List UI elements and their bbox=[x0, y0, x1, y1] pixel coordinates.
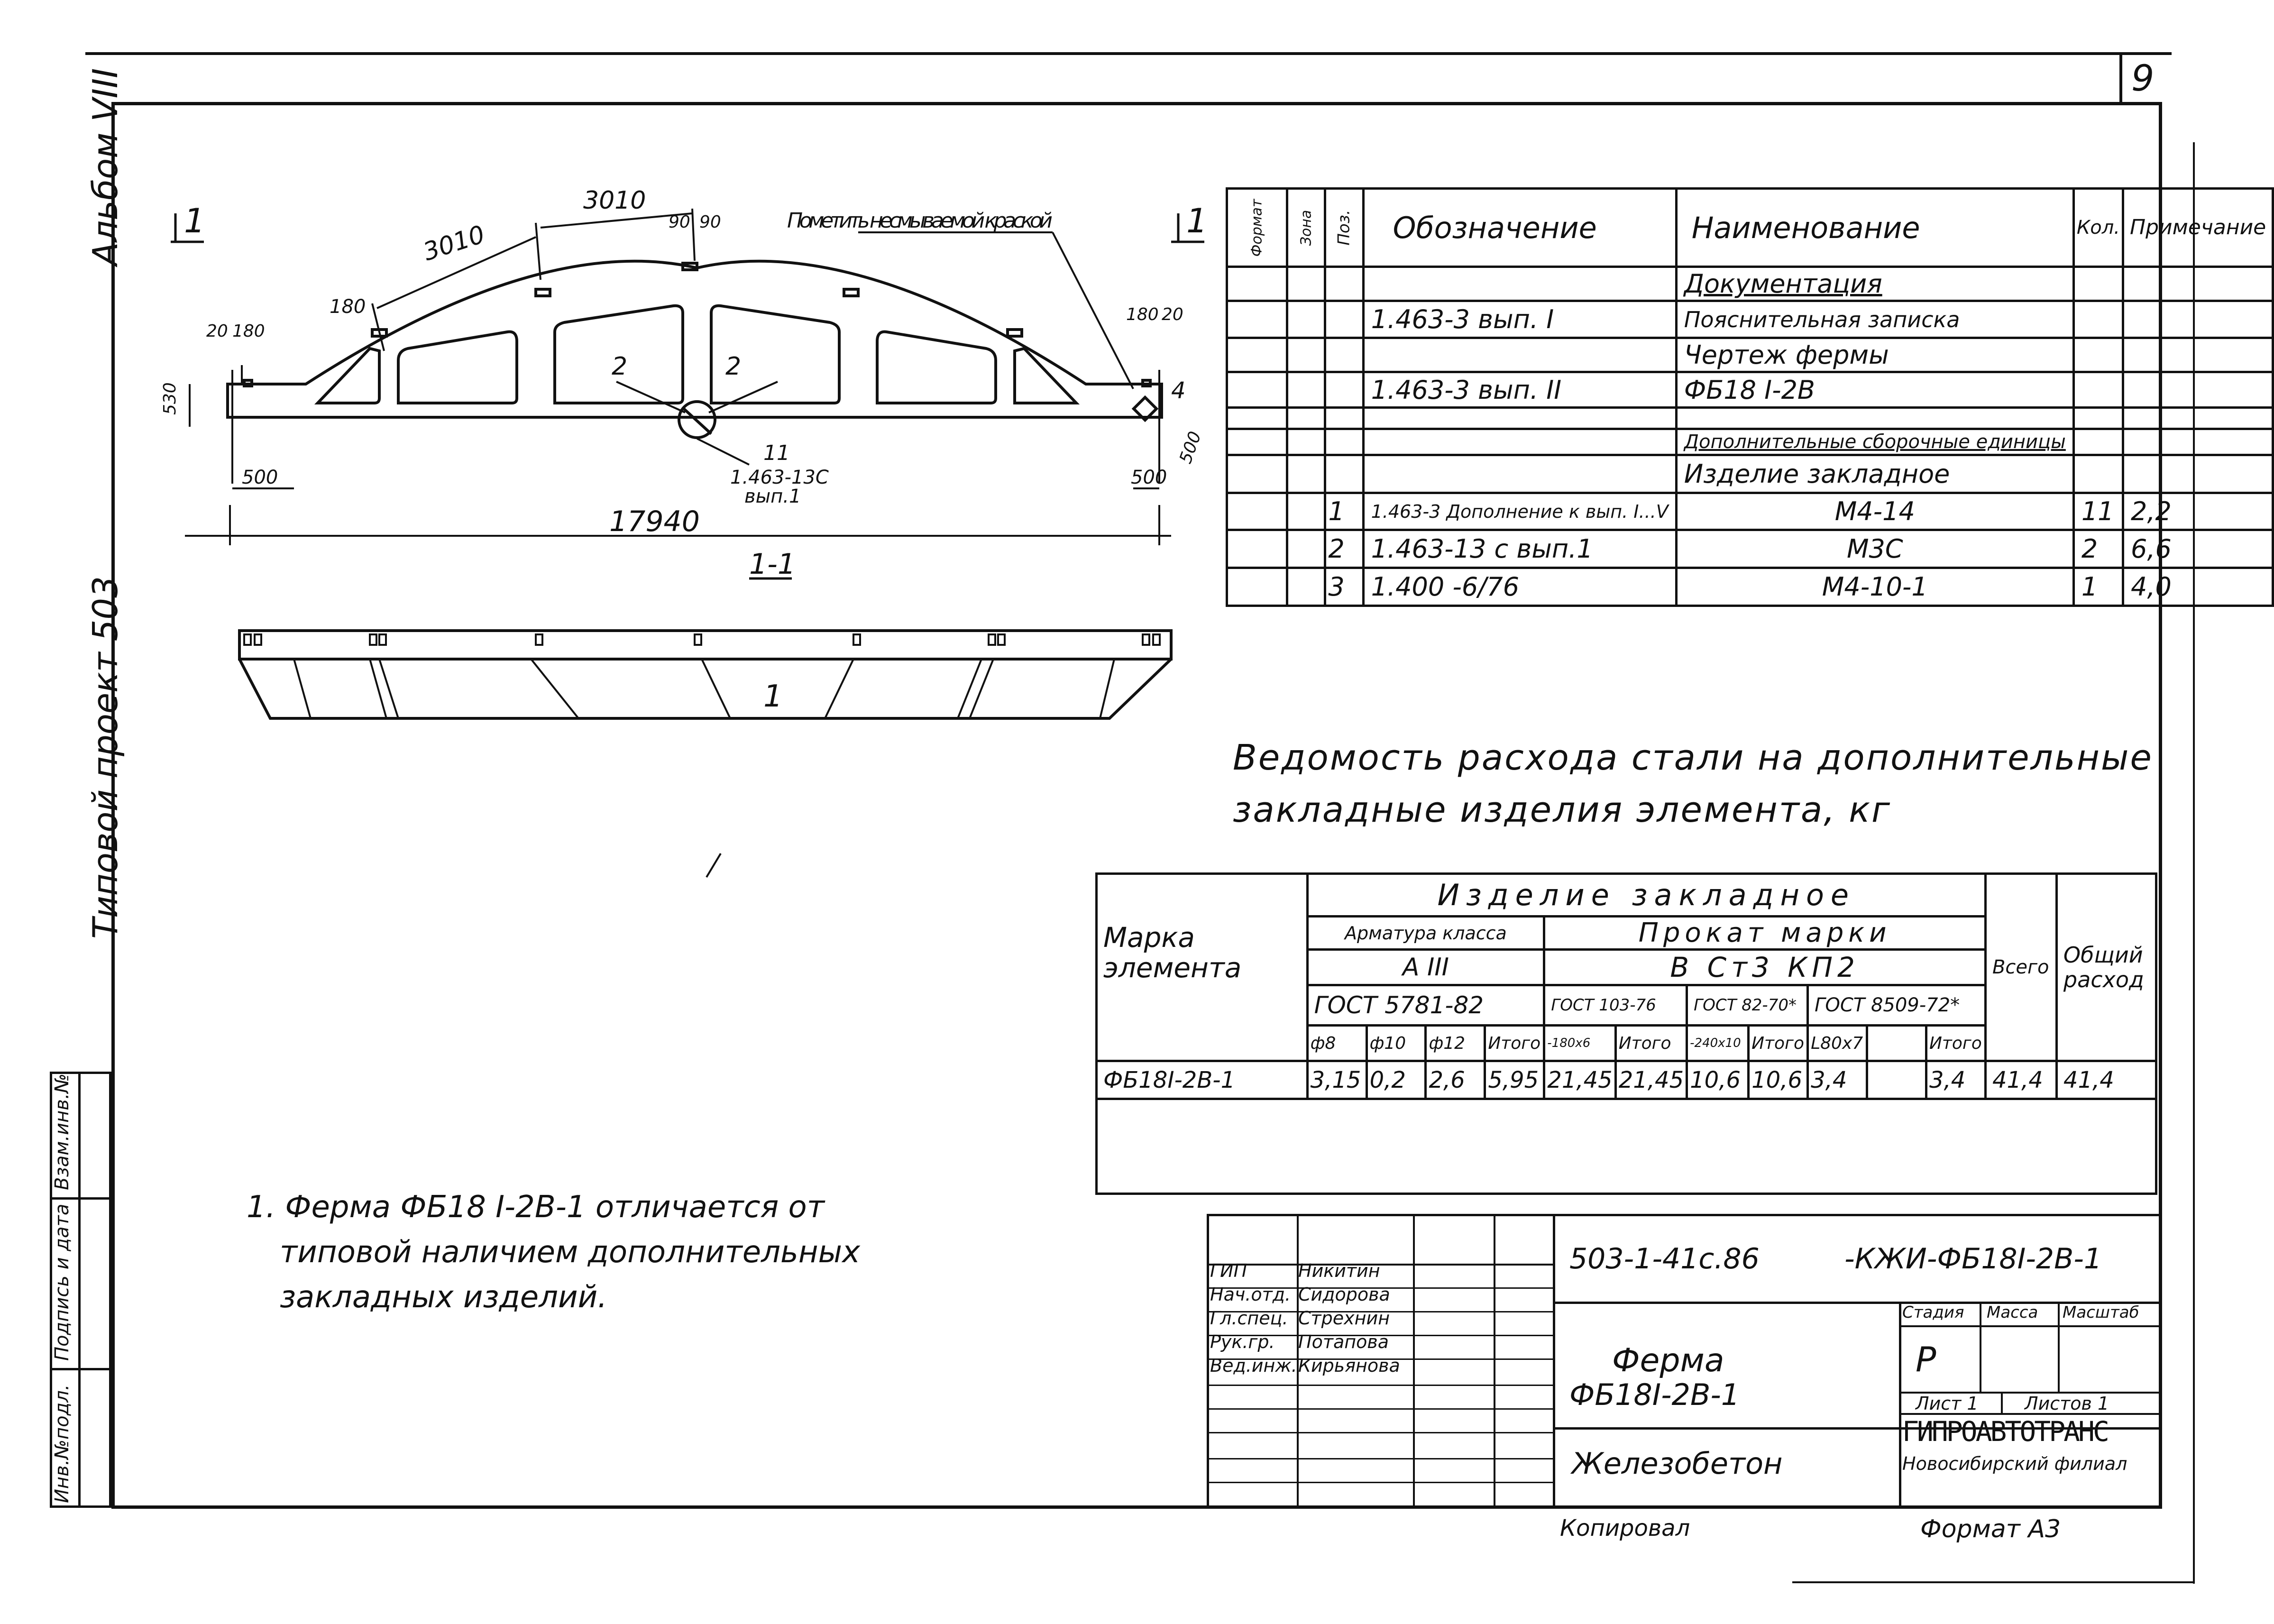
steel-subcol: -180х6 bbox=[1544, 1026, 1615, 1061]
spec-cell-pos bbox=[1325, 372, 1363, 408]
staff-name: Стрехнин bbox=[1298, 1308, 1390, 1329]
dim-180-top-left: 180 bbox=[330, 296, 366, 318]
steel-gost2: ГОСТ 103-76 bbox=[1544, 985, 1687, 1026]
dim-500-vertical: 500 bbox=[1175, 429, 1205, 467]
steel-overall: 41,4 bbox=[2056, 1061, 2156, 1099]
pos-11: 11 bbox=[763, 441, 790, 465]
spec-row bbox=[1227, 568, 2273, 606]
spec-cell-qty bbox=[2073, 267, 2123, 301]
spec-cell-pos: 2 bbox=[1325, 530, 1363, 568]
spec-row bbox=[1227, 429, 2273, 455]
spec-header-zone: Зона bbox=[1287, 189, 1325, 267]
spec-cell-zone bbox=[1287, 429, 1325, 455]
staff-role: Рук.гр. bbox=[1210, 1331, 1275, 1352]
steel-rolled-grade: В Ст3 КП2 bbox=[1544, 950, 1986, 985]
spec-cell-fmt bbox=[1227, 338, 1287, 372]
title-code: 503-1-41с.86 bbox=[1569, 1242, 1760, 1275]
spec-cell-note bbox=[2123, 338, 2273, 372]
spec-cell-zone bbox=[1287, 530, 1325, 568]
note-leader-text: Пометить несмываемой краской bbox=[787, 209, 1053, 233]
pos-2b: 2 bbox=[725, 352, 742, 381]
spec-cell-fmt bbox=[1227, 568, 1287, 606]
title-scale-label: Масштаб bbox=[2063, 1303, 2139, 1322]
steel-subcol: L80х7 bbox=[1808, 1026, 1867, 1061]
spec-row bbox=[1227, 338, 2273, 372]
title-org: ГИПРОАВТОТРАНС bbox=[1902, 1415, 2108, 1448]
steel-group-header: Изделие закладное bbox=[1307, 874, 1985, 917]
title-name-line1: Ферма bbox=[1612, 1342, 1724, 1379]
spec-row bbox=[1227, 493, 2273, 530]
sheet-number-box-left bbox=[2119, 52, 2122, 104]
spec-cell-note bbox=[2123, 429, 2273, 455]
spec-cell-name: М3С bbox=[1676, 530, 2073, 568]
steel-col-total: Всего bbox=[1985, 874, 2056, 1061]
spec-cell-note: 6,6 bbox=[2123, 530, 2273, 568]
spec-header-note: Примечание bbox=[2123, 189, 2273, 267]
dim-90b: 90 bbox=[699, 212, 721, 232]
spec-cell-designation bbox=[1363, 338, 1676, 372]
title-code-suffix: -КЖИ-ФБ18I-2В-1 bbox=[1844, 1242, 2102, 1275]
pos-2a: 2 bbox=[612, 352, 628, 381]
steel-rebar-header: Арматура класса bbox=[1307, 917, 1544, 950]
spec-cell-zone bbox=[1287, 338, 1325, 372]
steel-title-line1: Ведомость расхода стали на дополнительные bbox=[1233, 737, 2153, 778]
spec-row bbox=[1227, 408, 2273, 429]
spec-cell-qty bbox=[2073, 455, 2123, 493]
dim-20-left: 20 bbox=[206, 321, 228, 341]
truss-outline bbox=[228, 261, 1162, 417]
spec-cell-designation: 1.463-13 с вып.1 bbox=[1363, 530, 1676, 568]
steel-value: 2,6 bbox=[1426, 1061, 1485, 1099]
side-album-label: Альбом VIII bbox=[85, 68, 125, 266]
spec-cell-name: ФБ18 I-2В bbox=[1676, 372, 2073, 408]
pos-4: 4 bbox=[1171, 377, 1186, 404]
copied-label: Копировал bbox=[1560, 1515, 1690, 1541]
steel-gost1: ГОСТ 5781-82 bbox=[1307, 985, 1544, 1026]
spec-cell-name: Дополнительные сборочные единицы bbox=[1676, 429, 2073, 455]
spec-cell-designation: 1.463-3 вып. I bbox=[1363, 301, 1676, 338]
dim-20-right: 20 bbox=[1162, 305, 1183, 324]
spec-cell-designation: 1.463-3 вып. II bbox=[1363, 372, 1676, 408]
spec-cell-fmt bbox=[1227, 372, 1287, 408]
spec-cell-zone bbox=[1287, 455, 1325, 493]
dim-3010-left: 3010 bbox=[420, 220, 488, 267]
steel-subcol: ф10 bbox=[1366, 1026, 1426, 1061]
side-project-label: Типовой проект 503 bbox=[85, 576, 125, 939]
note-line-1: 1. Ферма ФБ18 I-2В-1 отличается от bbox=[247, 1190, 825, 1225]
steel-subcol bbox=[1867, 1026, 1926, 1061]
spec-cell-designation bbox=[1363, 429, 1676, 455]
staff-role: Гл.спец. bbox=[1210, 1308, 1288, 1329]
spec-cell-pos bbox=[1325, 408, 1363, 429]
spec-header-designation: Обозначение bbox=[1363, 189, 1676, 267]
spec-cell-fmt bbox=[1227, 301, 1287, 338]
spec-cell-zone bbox=[1287, 372, 1325, 408]
spec-cell-zone bbox=[1287, 568, 1325, 606]
staff-role: Нач.отд. bbox=[1210, 1284, 1291, 1305]
bottom-right-rule bbox=[1792, 1581, 2193, 1583]
format-label: Формат А3 bbox=[1920, 1515, 2061, 1543]
dim-500-left: 500 bbox=[242, 467, 278, 488]
frame-top bbox=[111, 102, 2162, 105]
spec-cell-name: Чертеж фермы bbox=[1676, 338, 2073, 372]
spec-cell-fmt bbox=[1227, 493, 1287, 530]
dim-90a: 90 bbox=[669, 212, 690, 232]
dim-500-right: 500 bbox=[1131, 467, 1167, 488]
spec-cell-fmt bbox=[1227, 408, 1287, 429]
dim-180-right: 180 bbox=[1126, 305, 1159, 324]
note-line-2: типовой наличием дополнительных bbox=[280, 1235, 860, 1270]
spec-cell-note bbox=[2123, 301, 2273, 338]
spec-cell-pos bbox=[1325, 301, 1363, 338]
steel-subcol: ф8 bbox=[1307, 1026, 1366, 1061]
dim-180-left: 180 bbox=[232, 321, 265, 341]
spec-cell-fmt bbox=[1227, 267, 1287, 301]
section-mark-right: 1 bbox=[1186, 202, 1208, 240]
spec-row bbox=[1227, 372, 2273, 408]
spec-cell-pos bbox=[1325, 429, 1363, 455]
steel-subcol: Итого bbox=[1749, 1026, 1808, 1061]
side-field-sign: Подпись и дата bbox=[51, 1203, 73, 1361]
title-mass-label: Масса bbox=[1987, 1303, 2038, 1322]
spec-cell-qty bbox=[2073, 301, 2123, 338]
spec-header-row bbox=[1227, 189, 2273, 267]
spec-cell-fmt bbox=[1227, 530, 1287, 568]
steel-value: 3,4 bbox=[1926, 1061, 1985, 1099]
spec-row bbox=[1227, 267, 2273, 301]
spec-cell-designation bbox=[1363, 408, 1676, 429]
steel-mark: ФБ18I-2В-1 bbox=[1097, 1061, 1308, 1099]
spec-cell-designation: 1.400 -6/76 bbox=[1363, 568, 1676, 606]
specification-table bbox=[1226, 187, 2274, 607]
spec-cell-pos: 3 bbox=[1325, 568, 1363, 606]
spec-cell-fmt bbox=[1227, 429, 1287, 455]
spec-cell-zone bbox=[1287, 493, 1325, 530]
staff-name: Потапова bbox=[1298, 1331, 1389, 1352]
dim-total-17940: 17940 bbox=[609, 505, 700, 538]
steel-value: 10,6 bbox=[1749, 1061, 1808, 1099]
spec-cell-qty bbox=[2073, 429, 2123, 455]
steel-value: 10,6 bbox=[1687, 1061, 1749, 1099]
title-branch: Новосибирский филиал bbox=[1902, 1453, 2127, 1474]
steel-col-overall: Общий расход bbox=[2056, 874, 2156, 1061]
steel-statement-table bbox=[1095, 872, 2157, 1195]
spec-cell-designation bbox=[1363, 455, 1676, 493]
steel-total: 41,4 bbox=[1985, 1061, 2056, 1099]
spec-cell-qty bbox=[2073, 372, 2123, 408]
ref-vyp: вып.1 bbox=[744, 486, 801, 507]
truss-drawing bbox=[114, 161, 1214, 730]
staff-name: Никитин bbox=[1298, 1260, 1380, 1281]
steel-value: 21,45 bbox=[1615, 1061, 1687, 1099]
spec-cell-zone bbox=[1287, 301, 1325, 338]
spec-row bbox=[1227, 455, 2273, 493]
side-field-inv: Инв.№подл. bbox=[51, 1384, 73, 1503]
spec-cell-qty: 2 bbox=[2073, 530, 2123, 568]
title-name-line2: ФБ18I-2В-1 bbox=[1569, 1377, 1740, 1412]
steel-rebar-class: А III bbox=[1307, 950, 1544, 985]
spec-cell-qty bbox=[2073, 408, 2123, 429]
steel-col-mark: Марка элемента bbox=[1097, 874, 1308, 1061]
steel-data-row bbox=[1097, 1061, 2156, 1099]
spec-header-name: Наименование bbox=[1676, 189, 2073, 267]
staff-role: Вед.инж. bbox=[1210, 1355, 1297, 1376]
steel-rolled-header: Прокат марки bbox=[1544, 917, 1986, 950]
steel-value bbox=[1867, 1061, 1926, 1099]
section-label: 1-1 bbox=[749, 548, 796, 581]
spec-cell-name: Документация bbox=[1676, 267, 2073, 301]
side-field-replace: Взам.инв.№ bbox=[51, 1073, 73, 1190]
spec-row bbox=[1227, 530, 2273, 568]
spec-cell-designation: 1.463-3 Дополнение к вып. I...V bbox=[1363, 493, 1676, 530]
spec-cell-zone bbox=[1287, 408, 1325, 429]
staff-name: Кирьянова bbox=[1298, 1355, 1400, 1376]
spec-cell-name bbox=[1676, 408, 2073, 429]
note-line-3: закладных изделий. bbox=[280, 1280, 607, 1315]
steel-gost3: ГОСТ 82-70* bbox=[1687, 985, 1808, 1026]
title-stage-label: Стадия bbox=[1902, 1303, 1964, 1322]
steel-subcol: Итого bbox=[1615, 1026, 1687, 1061]
spec-cell-qty: 11 bbox=[2073, 493, 2123, 530]
spec-cell-name: Изделие закладное bbox=[1676, 455, 2073, 493]
spec-cell-designation bbox=[1363, 267, 1676, 301]
spec-cell-note bbox=[2123, 408, 2273, 429]
spec-cell-pos bbox=[1325, 455, 1363, 493]
title-sheet: Лист 1 bbox=[1916, 1393, 1979, 1414]
spec-cell-name: Пояснительная записка bbox=[1676, 301, 2073, 338]
steel-subcol: -240х10 bbox=[1687, 1026, 1749, 1061]
spec-cell-note bbox=[2123, 267, 2273, 301]
spec-cell-name: М4-10-1 bbox=[1676, 568, 2073, 606]
spec-cell-pos: 1 bbox=[1325, 493, 1363, 530]
spec-header-qty: Кол. bbox=[2073, 189, 2123, 267]
steel-subcol: ф12 bbox=[1426, 1026, 1485, 1061]
steel-value: 3,4 bbox=[1808, 1061, 1867, 1099]
title-stage: Р bbox=[1916, 1340, 1936, 1379]
steel-gost4: ГОСТ 8509-72* bbox=[1808, 985, 1986, 1026]
steel-value: 0,2 bbox=[1366, 1061, 1426, 1099]
spec-header-format: Формат bbox=[1227, 189, 1287, 267]
ref-13c: 1.463-13С bbox=[730, 467, 829, 488]
steel-subcol: Итого bbox=[1485, 1026, 1544, 1061]
dim-530: 530 bbox=[160, 382, 180, 415]
spec-cell-note: 4,0 bbox=[2123, 568, 2273, 606]
spec-row bbox=[1227, 301, 2273, 338]
spec-cell-note bbox=[2123, 372, 2273, 408]
spec-header-pos: Поз. bbox=[1325, 189, 1363, 267]
spec-cell-zone bbox=[1287, 267, 1325, 301]
steel-subcol: Итого bbox=[1926, 1026, 1985, 1061]
steel-value: 3,15 bbox=[1307, 1061, 1366, 1099]
steel-value: 5,95 bbox=[1485, 1061, 1544, 1099]
spec-cell-pos bbox=[1325, 267, 1363, 301]
dim-3010-top: 3010 bbox=[583, 186, 646, 215]
title-sheets: Листов 1 bbox=[2025, 1393, 2109, 1414]
staff-role: ГИП bbox=[1210, 1260, 1247, 1281]
top-rule bbox=[85, 52, 2172, 55]
title-material: Железобетон bbox=[1572, 1446, 1783, 1481]
spec-cell-qty bbox=[2073, 338, 2123, 372]
section-mark-left: 1 bbox=[184, 202, 205, 240]
spec-cell-fmt bbox=[1227, 455, 1287, 493]
spec-cell-qty: 1 bbox=[2073, 568, 2123, 606]
steel-value: 21,45 bbox=[1544, 1061, 1615, 1099]
spec-cell-note bbox=[2123, 455, 2273, 493]
staff-name: Сидорова bbox=[1298, 1284, 1390, 1305]
spec-cell-pos bbox=[1325, 338, 1363, 372]
spec-cell-name: М4-14 bbox=[1676, 493, 2073, 530]
sheet-number: 9 bbox=[2131, 57, 2155, 99]
spec-cell-note: 2,2 bbox=[2123, 493, 2273, 530]
steel-title-line2: закладные изделия элемента, кг bbox=[1233, 789, 1891, 830]
pos-1: 1 bbox=[763, 679, 783, 714]
